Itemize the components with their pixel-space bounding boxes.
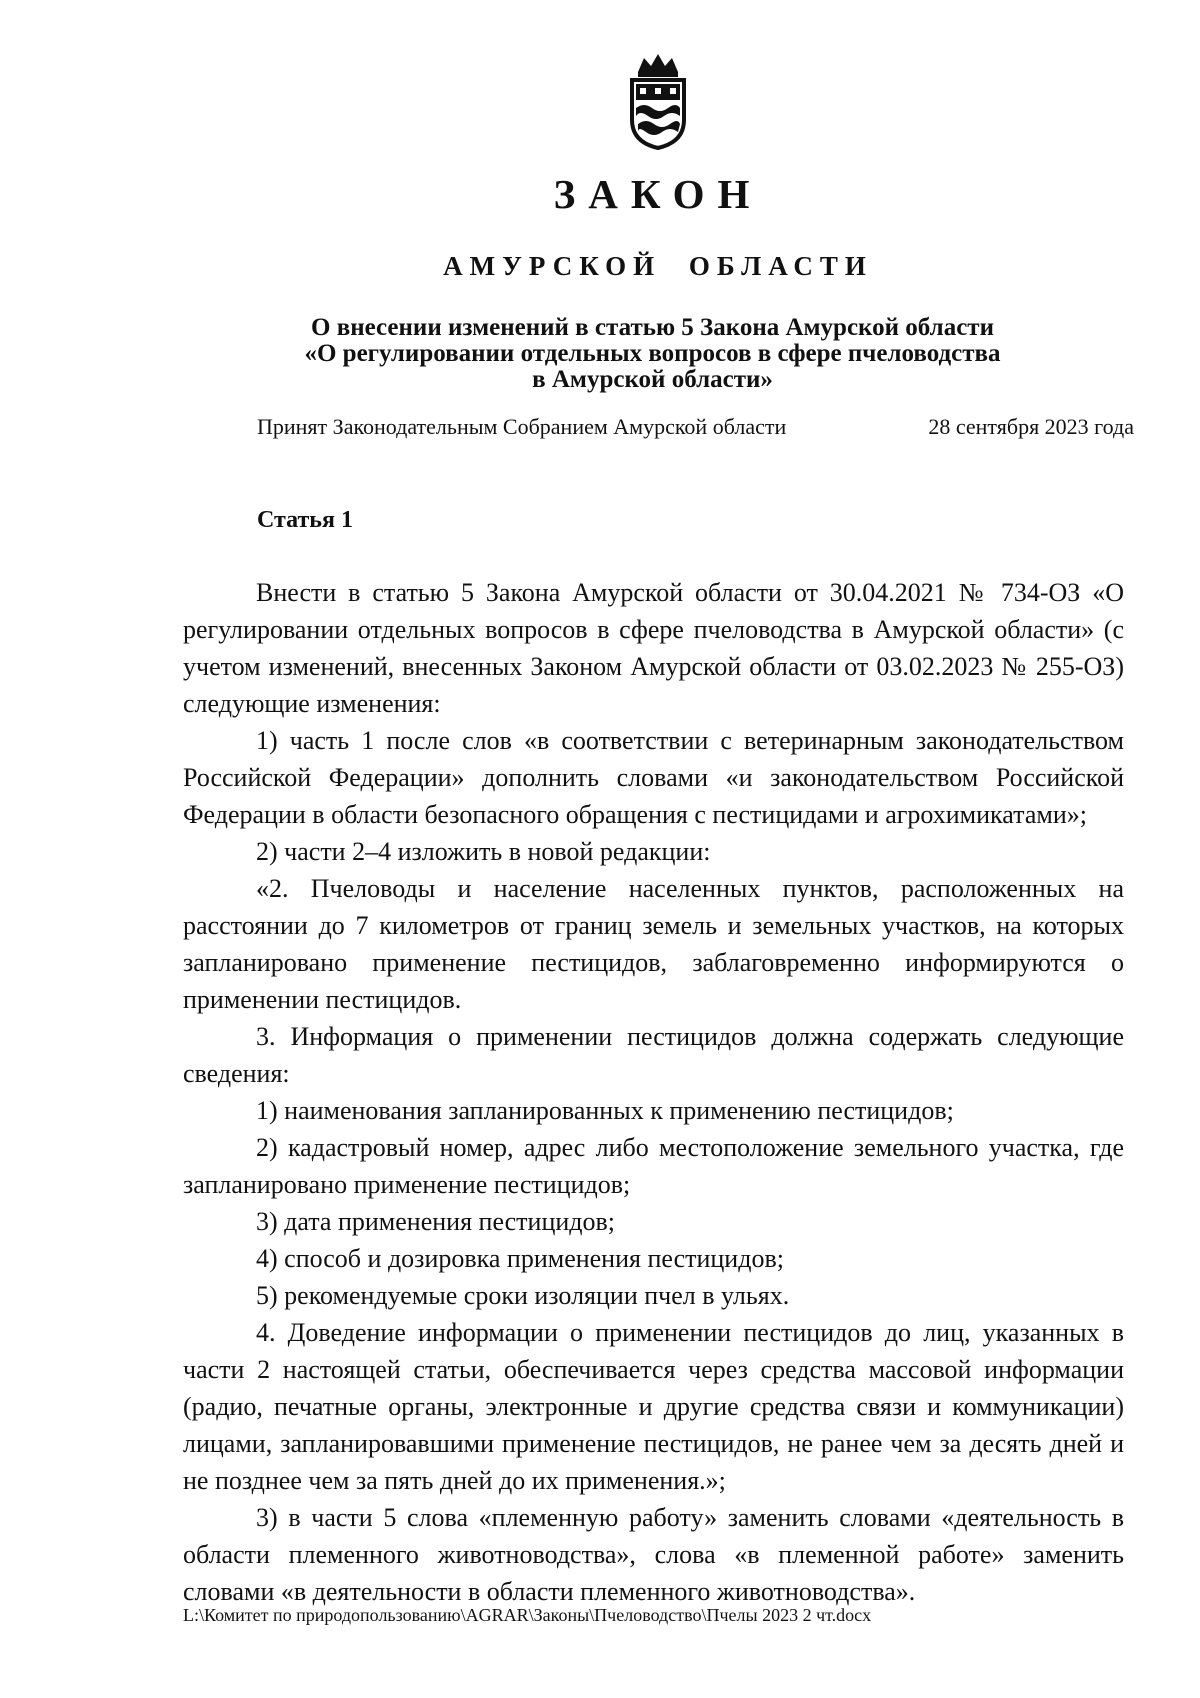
adoption-line xyxy=(257,414,1134,440)
paragraph: Внести в статью 5 Закона Амурской области от 30.04.2021 № 734-ОЗ «О регулировании отдельных вопросов в сфере пчеловодства в Амурской области» (с учетом изменений, внесенных Законом Амурской области от 03.02.2023 № 255-ОЗ) следующие изменения: xyxy=(183,578,1124,718)
paragraph: 2) кадастровый номер, адрес либо местоположение земельного участка, где запланировано применение пестицидов; xyxy=(183,1133,1124,1199)
subject-line: О внесении изменений в статью 5 Закона Амурской области xyxy=(311,314,994,341)
paragraph: 3. Информация о применении пестицидов должна содержать следующие сведения: xyxy=(183,1022,1124,1088)
paragraph: «2. Пчеловоды и население населенных пунктов, расположенных на расстоянии до 7 километров от границ земель и земельных участков, на которых запланировано применение пестицидов, заблаговременно информируются о применении пестицидов. xyxy=(183,874,1124,1014)
paragraph: 2) части 2–4 изложить в новой редакции: xyxy=(256,837,711,866)
law-title: ЗАКОН xyxy=(553,171,763,217)
paragraph: 1) наименования запланированных к применению пестицидов; xyxy=(256,1096,954,1125)
coat-of-arms-icon xyxy=(624,50,692,150)
article-heading: Статья 1 xyxy=(257,507,353,533)
paragraph: 4) способ и дозировка применения пестицидов; xyxy=(256,1244,784,1273)
paragraph: 3) в части 5 слова «племенную работу» заменить словами «деятельность в области племенного животноводства», слова «в племенной работе» заменить словами «в деятельности в области племенного животноводства». xyxy=(183,1503,1124,1606)
paragraph: 3) дата применения пестицидов; xyxy=(256,1207,616,1236)
subject-line: в Амурской области» xyxy=(532,366,773,393)
adopted-date: 28 сентября 2023 года xyxy=(928,414,1134,439)
article-body xyxy=(183,574,1124,1610)
paragraph: 4. Доведение информации о применении пестицидов до лиц, указанных в части 2 настоящей статьи, обеспечивается через средства массовой информации (радио, печатные органы, электронные и другие средства связи и коммуникации) лицами, запланировавшими применение пестицидов, не ранее чем за десять дней и не позднее чем за пять дней до их применения.»; xyxy=(183,1318,1124,1495)
adopted-by: Принят Законодательным Собранием Амурской области xyxy=(257,414,787,439)
paragraph: 1) часть 1 после слов «в соответствии с ветеринарным законодательством Российской Федерации» дополнить словами «и законодательством Российской Федерации в области безопасного обращения с пестицидами и агрохимикатами»; xyxy=(183,726,1124,829)
subject-line: «О регулировании отдельных вопросов в сфере пчеловодства xyxy=(304,340,1001,367)
region-title: АМУРСКОЙ ОБЛАСТИ xyxy=(443,251,873,281)
paragraph: 5) рекомендуемые сроки изоляции пчел в ульях. xyxy=(256,1281,790,1310)
file-path-footer: L:\Комитет по природопользованию\AGRAR\Законы\Пчеловодство\Пчелы 2023 2 чт.docx xyxy=(183,1605,872,1625)
law-subject xyxy=(200,315,1105,393)
